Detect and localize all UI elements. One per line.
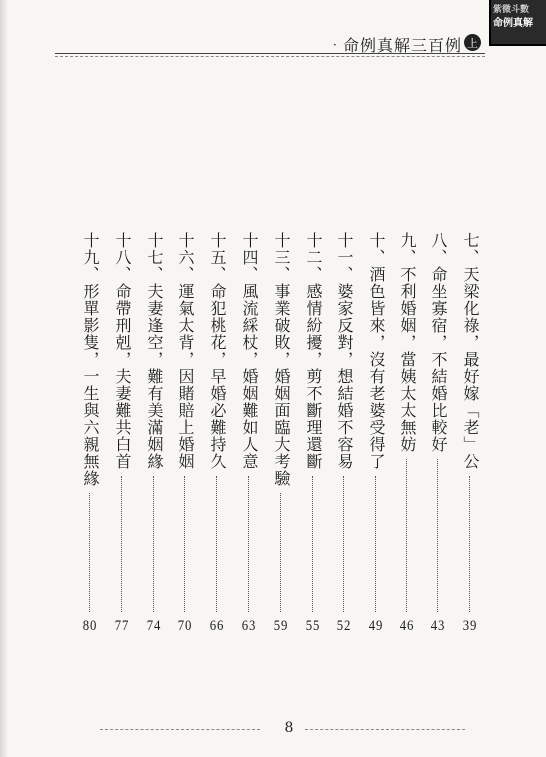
toc-page-number: 43 (430, 618, 446, 634)
toc-entry-title: 十、酒色皆來，沒有老婆受得了 (367, 232, 386, 470)
toc-entry[interactable] (80, 232, 100, 487)
toc-entry-title: 十七、夫妻逢空，難有美滿姻緣 (145, 232, 164, 470)
toc-page-number: 77 (114, 618, 130, 634)
toc-entry[interactable] (334, 232, 354, 470)
volume-badge: 上 (464, 34, 481, 51)
toc-page-number: 46 (399, 618, 415, 634)
toc-leader-dots (216, 476, 217, 612)
toc-page-number: 63 (241, 618, 257, 634)
toc-entry-title: 十三、事業破敗，婚姻面臨大考驗 (272, 232, 291, 487)
toc-page-number: 55 (305, 618, 321, 634)
toc-entry-title: 十五、命犯桃花，早婚必難持久 (208, 232, 227, 470)
footer-page-number: 8 (284, 720, 294, 736)
toc-leader-dots (121, 476, 122, 612)
toc-leader-dots (406, 459, 407, 612)
toc-entry[interactable] (428, 232, 448, 453)
toc-entry[interactable] (175, 232, 195, 470)
toc-entry[interactable] (239, 232, 259, 470)
toc-page-number: 59 (273, 618, 289, 634)
footer-rule-left (100, 729, 260, 730)
toc-page-number: 49 (368, 618, 384, 634)
series-logo (489, 0, 546, 46)
toc-entry-title: 十一、婆家反對，想結婚不容易 (335, 232, 354, 470)
toc-leader-dots (248, 476, 249, 612)
toc-entry[interactable] (397, 232, 417, 453)
toc-page-number: 52 (336, 618, 352, 634)
header-bullet: · (333, 38, 337, 52)
toc-entry-title: 十九、形單影隻，一生與六親無緣 (81, 232, 100, 487)
page-edge (0, 0, 8, 757)
toc-leader-dots (469, 476, 470, 612)
toc-entry-title: 十二、感情紛擾，剪不斷理還斷 (304, 232, 323, 470)
toc-leader-dots (153, 476, 154, 612)
toc-page-number: 70 (177, 618, 193, 634)
series-line-2: 命例真解 (493, 18, 533, 29)
toc-entry[interactable] (112, 232, 132, 470)
toc-entry-title: 十四、風流綵杖，婚姻難如人意 (240, 232, 259, 470)
toc-page-number: 80 (82, 618, 98, 634)
header-rule (55, 53, 485, 54)
toc-page-number: 74 (146, 618, 162, 634)
toc-entry-title: 七、天梁化祿，最好嫁「老」公 (461, 232, 480, 470)
toc-leader-dots (184, 476, 185, 612)
toc-leader-dots (89, 493, 90, 612)
toc-leader-dots (375, 476, 376, 612)
toc-entry[interactable] (460, 232, 480, 470)
toc-entry[interactable] (207, 232, 227, 470)
toc-entry-title: 十八、命帶刑剋，夫妻難共白首 (113, 232, 132, 470)
header-rule-dashed (55, 56, 485, 57)
toc-leader-dots (343, 476, 344, 612)
toc-page-number: 66 (209, 618, 225, 634)
toc-entry-title: 十六、運氣太背，因賭賠上婚姻 (176, 232, 195, 470)
toc-page-number: 39 (462, 618, 478, 634)
toc-leader-dots (312, 476, 313, 612)
footer-rule-right (305, 729, 465, 730)
toc-entry[interactable] (271, 232, 291, 487)
toc-leader-dots (280, 493, 281, 612)
toc-entry-title: 八、命坐寡宿，不結婚比較好 (429, 232, 448, 453)
toc-entry[interactable] (366, 232, 386, 470)
toc-entry-title: 九、不利婚姻，當姨太太無妨 (398, 232, 417, 453)
toc-entry[interactable] (303, 232, 323, 470)
running-header-title: 命例真解三百例 (343, 36, 463, 55)
series-line-1: 紫微斗數 (493, 5, 530, 15)
toc-entry[interactable] (144, 232, 164, 470)
toc-leader-dots (437, 459, 438, 612)
